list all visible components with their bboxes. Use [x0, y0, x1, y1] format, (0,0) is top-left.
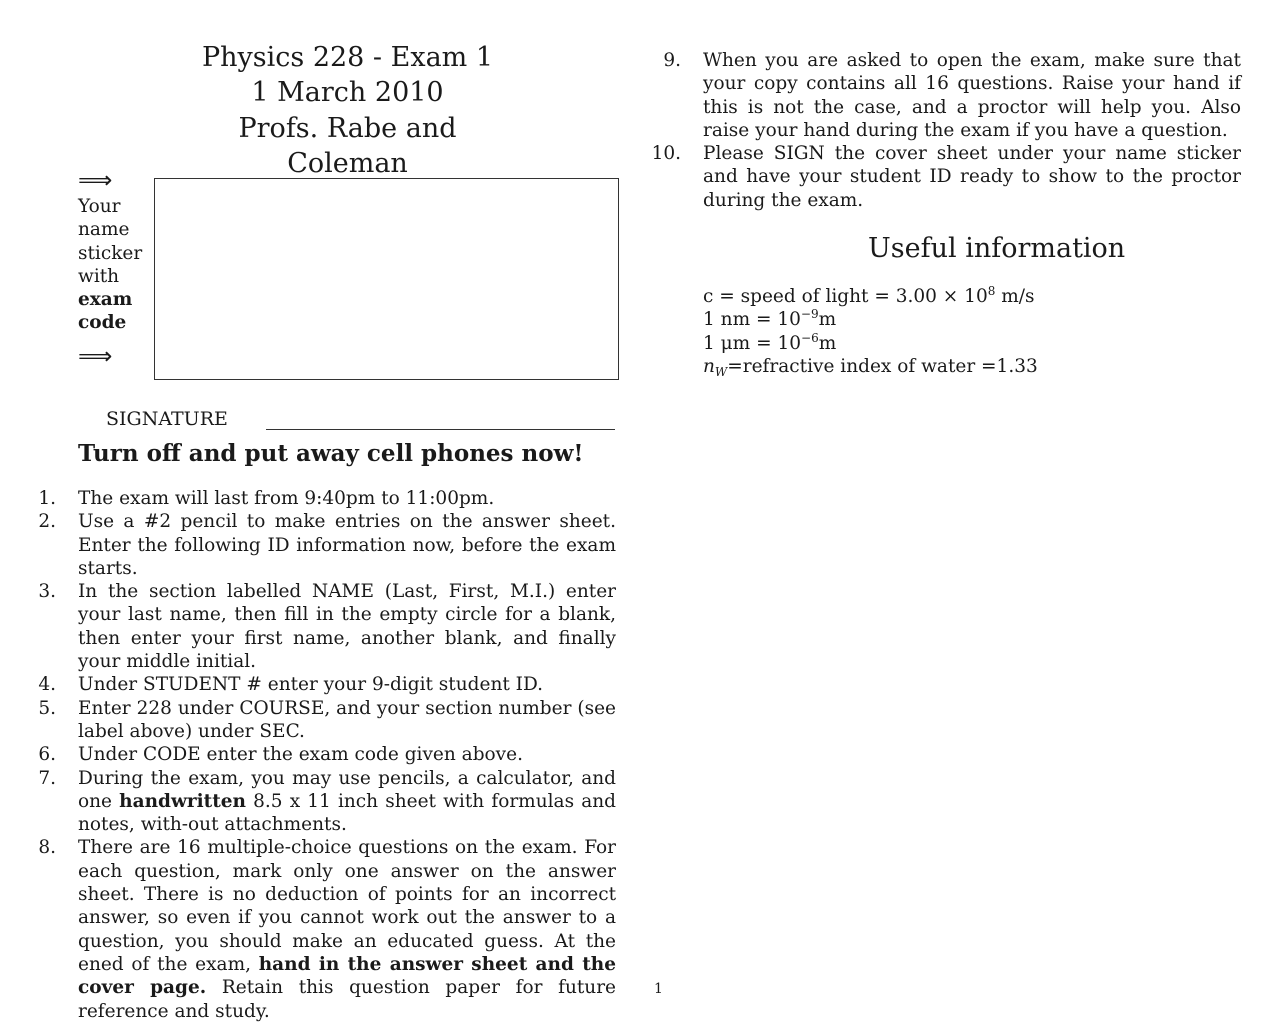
instruction-text: When you are asked to open the exam, make sure that your copy contains all 16 questions. Raise your hand if this is not the case, and a proctor will help you. Also raise your hand during the exam if you have a question.: [703, 50, 1241, 141]
arrow-bottom-icon: ⟹: [78, 342, 113, 370]
instruction-text: The exam will last from 9:40pm to 11:00pm.: [78, 488, 495, 509]
page-number: 1: [654, 981, 663, 997]
sticker-label-line: Your: [78, 196, 121, 217]
instruction-text: During the exam, you may use pencils, a calculator, and one: [78, 767, 616, 812]
instruction-number: 3.: [38, 581, 56, 603]
instruction-item: [38, 767, 616, 837]
instruction-text: There are 16 multiple-choice questions on the exam. For each question, mark only one answer on the answer sheet. There is no deduction of points for an incorrect answer, so even if you cannot work out the answer to a question, you should make an educated guess. At the ened of the exam,: [78, 837, 616, 975]
instruction-text: Use a #2 pencil to make entries on the answer sheet. Enter the following ID information now, before the exam starts.: [78, 511, 616, 579]
instruction-emphasis: hand in the answer sheet and the cover page.: [78, 953, 616, 999]
instructions-list-right: [651, 49, 1241, 212]
instruction-text: Retain this question paper for future reference and study.: [78, 977, 616, 1022]
instruction-number: 7.: [38, 767, 56, 789]
instruction-number: 2.: [38, 511, 56, 533]
arrow-top-icon: ⟹: [78, 166, 113, 194]
instruction-number: 6.: [38, 744, 56, 766]
sticker-label-line: name: [78, 219, 130, 241]
info-line-speed-of-light: c = speed of light = $3.00 \times 10^8$ m/s: [703, 284, 1035, 307]
instruction-text: Please SIGN the cover sheet under your name sticker and have your student ID ready to show to the proctor during the exam.: [703, 143, 1241, 211]
instruction-item: [38, 836, 616, 1022]
phones-notice: Turn off and put away cell phones now!: [78, 440, 584, 467]
instruction-number: 10.: [651, 143, 681, 165]
signature-line[interactable]: [266, 429, 615, 430]
exam-professors: Profs. Rabe and Coleman: [238, 113, 457, 179]
instruction-item: [38, 697, 616, 744]
instructions-list-left: [38, 487, 616, 1023]
name-sticker-box: [154, 178, 619, 380]
exam-title: Physics 228 - Exam 1: [201, 42, 494, 73]
info-line-water-index: $n_W=refractive$ index of water =1.33: [703, 355, 1038, 379]
instruction-text: Under STUDENT # enter your 9-digit student ID.: [78, 674, 544, 696]
instruction-item: [663, 49, 1241, 142]
sticker-label-line: with: [78, 265, 120, 287]
instruction-item: [38, 487, 616, 510]
instruction-text: 8.5 x 11 inch sheet with formulas and notes, with-out attachments.: [78, 790, 616, 836]
instruction-number: 9.: [663, 50, 681, 71]
exam-date: 1 March 2010: [251, 77, 444, 108]
instruction-item: [651, 142, 1241, 212]
sticker-label-bold-line: code: [78, 312, 127, 334]
signature-label: SIGNATURE: [106, 408, 228, 430]
instruction-item: [38, 510, 616, 580]
instruction-number: 5.: [38, 697, 56, 719]
instruction-text: In the section labelled NAME (Last, First, M.I.) enter your last name, then fill in the empty circle for a blank, then enter your first name, another blank, and finally your middle initial.: [78, 581, 616, 673]
instruction-number: 8.: [38, 837, 56, 859]
instruction-number: 1.: [38, 488, 56, 509]
useful-info-block: [703, 285, 1038, 378]
sticker-label: [78, 195, 142, 335]
sticker-label-bold-line: exam: [78, 289, 133, 311]
instruction-item: [38, 673, 616, 696]
sticker-label-line: sticker: [78, 242, 143, 264]
instruction-number: 4.: [38, 674, 56, 696]
instruction-text: Under CODE enter the exam code given above.: [78, 744, 523, 766]
info-line-micrometer: 1 $\mu m = 10^{-6}m$: [703, 330, 837, 354]
instruction-item: [38, 743, 616, 766]
instruction-text: Enter 228 under COURSE, and your section number (see label above) under SEC.: [78, 697, 616, 742]
instruction-item: [38, 580, 616, 673]
useful-info-heading: Useful information: [868, 233, 1126, 264]
info-line-nanometer: 1 nm = $10^{-9}m$: [703, 307, 837, 331]
instruction-emphasis: handwritten: [119, 790, 246, 812]
